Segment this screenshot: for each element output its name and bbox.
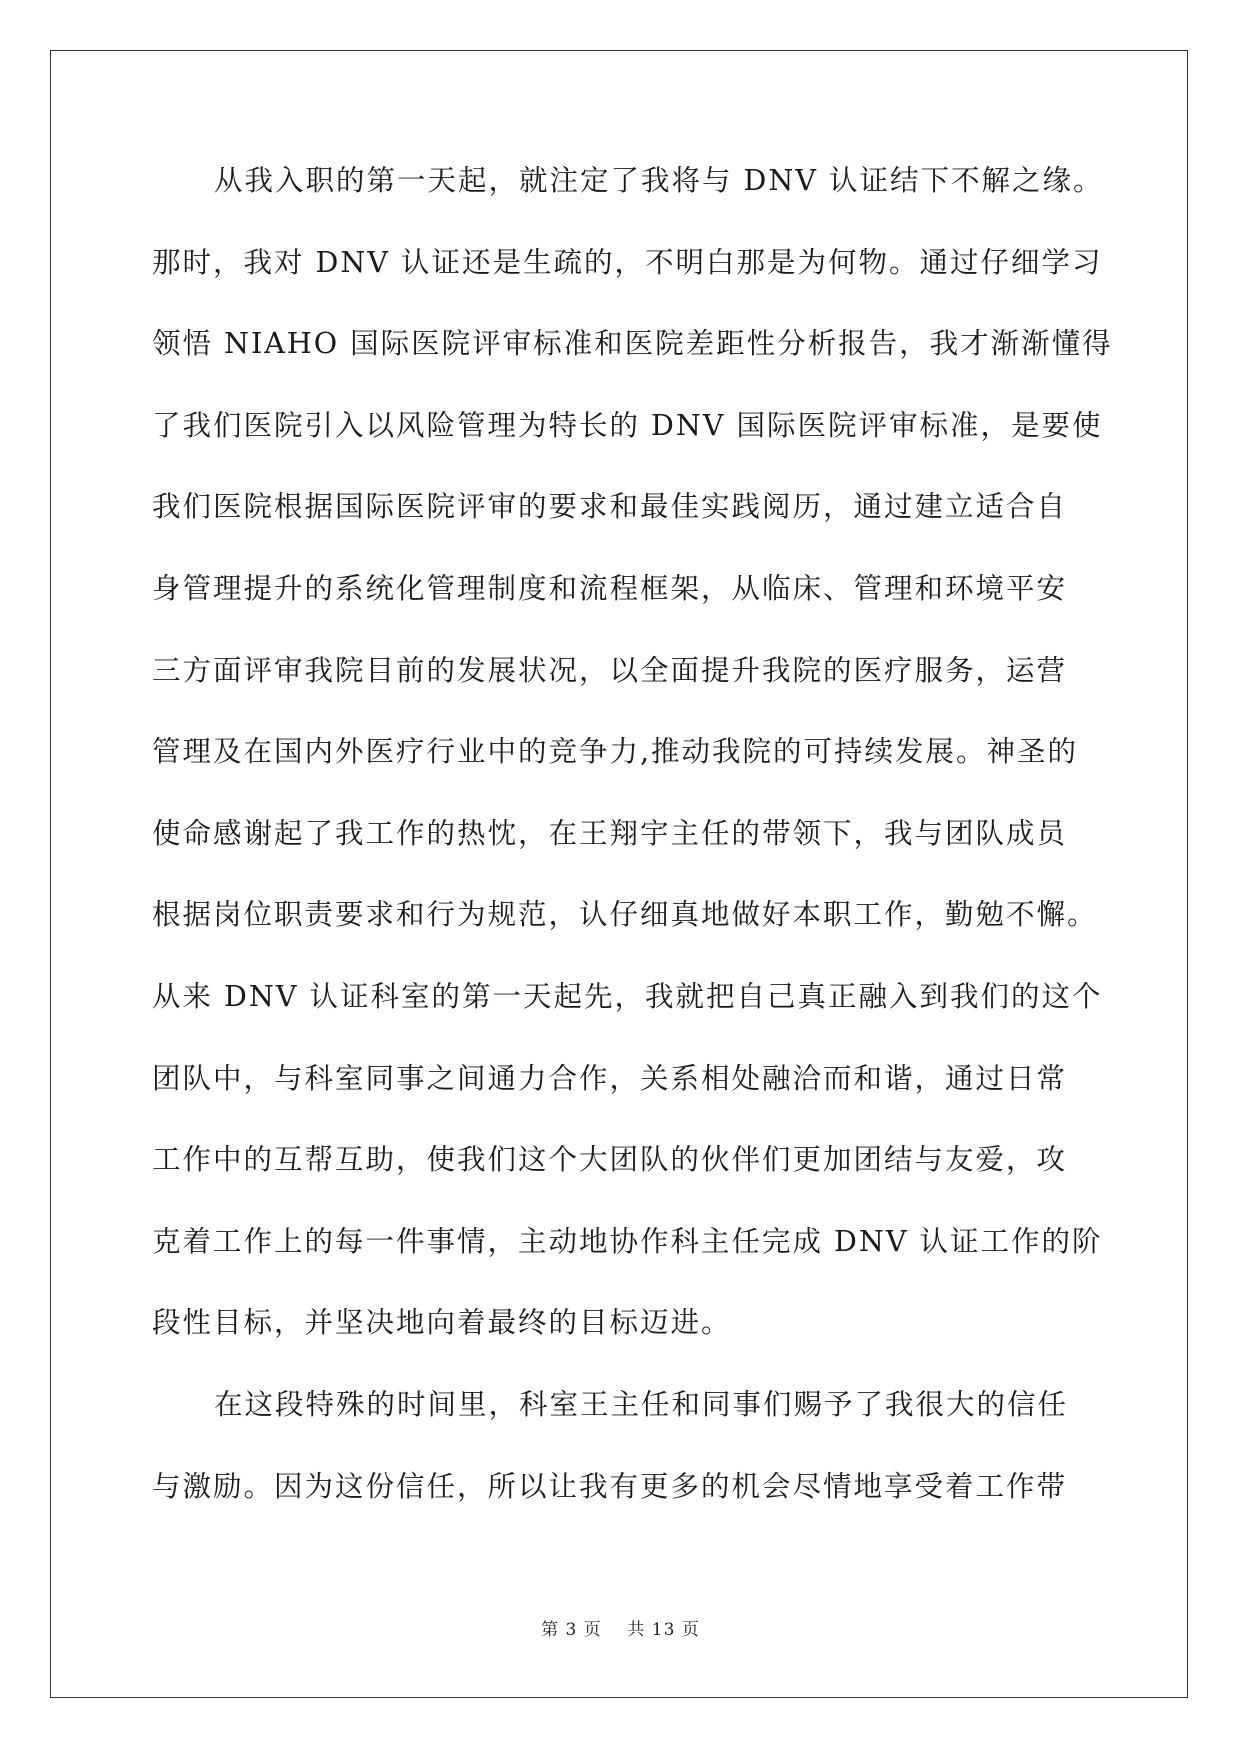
text-line-10: 根据岗位职责要求和行为规范，认仔细真地做好本职工作，勤勉不懈。 [152,898,1098,932]
page-number-label: 第 3 页 共 13 页 [541,1620,700,1640]
page-footer [0,1615,1241,1640]
text-line-14: 克着工作上的每一件事情，主动地协作科主任完成 DNV 认证工作的阶 [152,1224,1103,1258]
text-line-7: 三方面评审我院目前的发展状况，以全面提升我院的医疗服务，运营 [152,653,1068,687]
text-line-8: 管理及在国内外医疗行业中的竞争力,推动我院的可持续发展。神圣的 [152,735,1079,769]
text-line-13: 工作中的互帮互助，使我们这个大团队的伙伴们更加团结与友爱，攻 [152,1143,1068,1177]
text-line-1: 从我入职的第一天起，就注定了我将与 DNV 认证结下不解之缘。 [214,164,1104,197]
text-line-3: 领悟 NIAHO 国际医院评审标准和医院差距性分析报告，我才渐渐懂得 [152,327,1113,361]
text-line-12: 团队中，与科室同事之间通力合作，关系相处融洽而和谐，通过日常 [152,1061,1068,1095]
document-body [152,155,1113,1542]
text-line-9: 使命感谢起了我工作的热忱，在王翔宇主任的带领下，我与团队成员 [152,816,1068,850]
text-line-16: 在这段特殊的时间里，科室王主任和同事们赐予了我很大的信任 [214,1387,1069,1421]
text-line-2: 那时，我对 DNV 认证还是生疏的，不明白那是为何物。通过仔细学习 [152,245,1103,279]
text-line-15: 段性目标，并坚决地向着最终的目标迈进。 [152,1306,732,1340]
text-line-5: 我们医院根据国际医院评审的要求和最佳实践阅历，通过建立适合自 [152,490,1068,524]
text-line-6: 身管理提升的系统化管理制度和流程框架，从临床、管理和环境平安 [152,571,1068,605]
text-line-4: 了我们医院引入以风险管理为特长的 DNV 国际医院评审标准，是要使 [152,408,1103,442]
text-line-17: 与激励。因为这份信任，所以让我有更多的机会尽情地享受着工作带 [152,1469,1068,1503]
text-line-11: 从来 DNV 认证科室的第一天起先，我就把自己真正融入到我们的这个 [152,979,1103,1013]
